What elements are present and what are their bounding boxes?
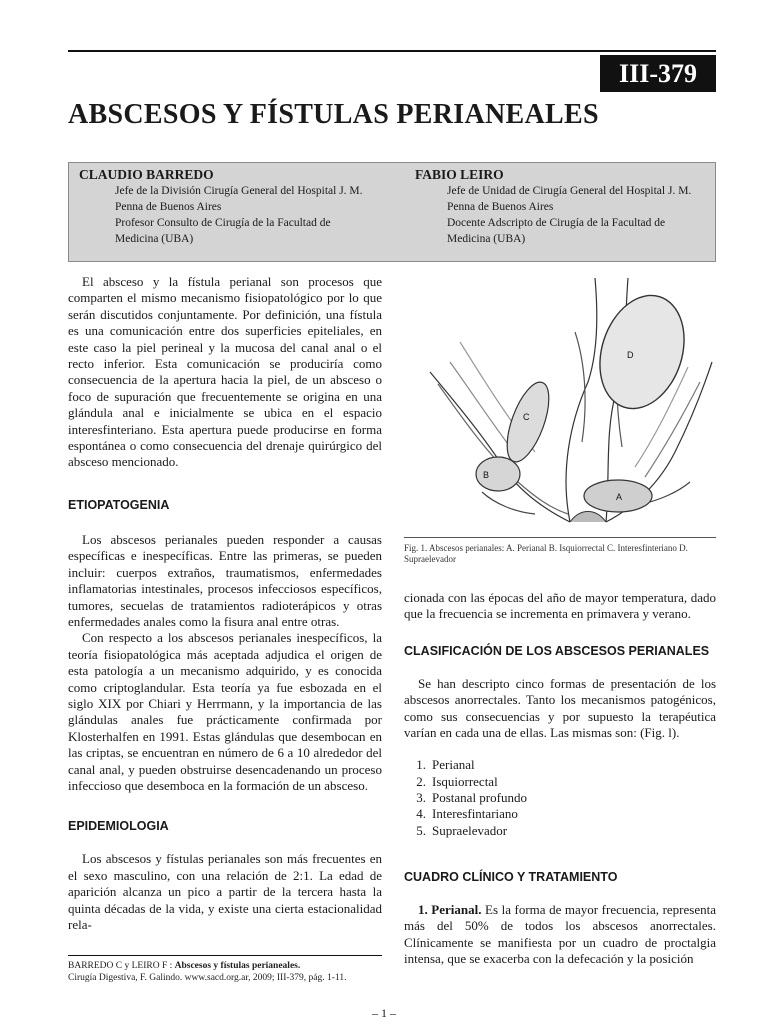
- citation-title: Abscesos y fístulas perianeales.: [174, 961, 301, 971]
- footnote-rule: [68, 955, 382, 956]
- list-item: [404, 757, 716, 773]
- list-number: 5.: [416, 822, 426, 838]
- author-affiliation: Penna de Buenos Aires: [115, 201, 222, 213]
- section-heading-epidemiologia: EPIDEMIOLOGIA: [68, 819, 169, 834]
- authors-box: [68, 162, 716, 262]
- section-heading-cuadro: CUADRO CLÍNICO Y TRATAMIENTO: [404, 869, 618, 884]
- chapter-code: III-379: [600, 55, 716, 92]
- citation-authors: BARREDO C y LEIRO F :: [68, 961, 175, 971]
- figure-label-b: B: [483, 470, 490, 480]
- author-block: [415, 166, 715, 247]
- section-heading-etiopatogenia: ETIOPATOGENIA: [68, 497, 170, 512]
- citation-source: Cirugía Digestiva, F. Galindo. www.sacd.org.ar, 2009; III-379, pág. 1-11.: [68, 973, 347, 983]
- intro-paragraph: El absceso y la fístula perianal son procesos que comparten el mismo mecanismo fisiopatológico por lo que serán discutidos conjuntamente. Por definición, una fístula es una comunicación entre dos superficies epiteliales, en este caso la piel perineal y la mucosa del canal anal o el recto inferior. Esta comunicación se produciría como consecuencia de la apertura hacia la piel, de un absceso o foco de supuración que frecuentemente se origina en una glándula anal e inicialmente se ubica en el espacio interesfinteriano. Esta apertura puede producirse en forma espontánea o como consecuencia del drenaje quirúrgico del absceso mencionado.: [68, 274, 382, 470]
- list-item: [404, 823, 716, 839]
- list-label: Interesfintariano: [432, 806, 518, 822]
- body-paragraph: cionada con las épocas del año de mayor temperatura, dado que la frecuencia se incrementa en primavera y verano.: [404, 590, 716, 622]
- author-affiliation: Jefe de la División Cirugía General del Hospital J. M.: [115, 185, 363, 197]
- subsection-lead: 1. Perianal.: [418, 901, 482, 917]
- figure-caption: Fig. 1. Abscesos perianales: A. Perianal B. Isquiorrectal C. Interesfinteriano D. Supraelevador: [404, 543, 688, 564]
- right-column: [404, 590, 716, 968]
- figure-label-d: D: [627, 350, 634, 360]
- body-paragraph: Se han descripto cinco formas de presentación de los abscesos anorrectales. Tanto los mecanismos patogénicos, como sus consecuencias y por supuesto la terapéutica varían en cada una de ellas. Las mismas son: (Fig. l).: [404, 675, 716, 741]
- list-number: 4.: [416, 806, 426, 822]
- body-text: Es la forma de mayor frecuencia, representa más del 50% de todos los abscesos anorrectales. Clínicamente se manifiesta por un cuadro de proctalgia intensa, que se exacerba con la defecación y la posición: [404, 901, 716, 967]
- body-paragraph: Con respecto a los abscesos perianales inespecíficos, la teoría fisiopatológica más aceptada adjudica el origen de esta patología a un mecanismo adquirido, y es conocida como criptoglandular. Esta teoría ya fue esbozada en el siglo XIX por Chiari y Herrmann, y la importancia de las glándulas anales fue prácticamente confirmada por Klosterhalfen en 1991. Estas glándulas que desembocan en las criptas, se encuentran en número de 6 a 10 alrededor del canal anal, y pueden obstruirse desencadenando un proceso infeccioso que desemboca en la formación de un absceso.: [68, 630, 382, 793]
- author-affiliation: Jefe de Unidad de Cirugía General del Hospital J. M.: [447, 185, 692, 197]
- author-name: CLAUDIO BARREDO: [79, 167, 214, 182]
- list-item: [404, 806, 716, 822]
- list-label: Supraelevador: [432, 822, 508, 838]
- author-name: FABIO LEIRO: [415, 167, 504, 182]
- body-paragraph: [404, 902, 716, 968]
- author-affiliation: Penna de Buenos Aires: [447, 201, 554, 213]
- list-number: 2.: [416, 773, 426, 789]
- author-affiliation: Docente Adscripto de Cirugía de la Facultad de: [447, 217, 666, 229]
- citation-footnote: [68, 960, 398, 984]
- list-number: 3.: [416, 790, 426, 806]
- author-affiliation: Profesor Consulto de Cirugía de la Facultad de: [115, 217, 331, 229]
- author-affiliation: Medicina (UBA): [447, 233, 526, 245]
- page-title: ABSCESOS Y FÍSTULAS PERIANEALES: [68, 99, 599, 130]
- list-number: 1.: [416, 757, 426, 773]
- list-item: [404, 790, 716, 806]
- figure-label-a: A: [616, 492, 623, 502]
- list-label: Perianal: [432, 757, 475, 773]
- list-item: [404, 774, 716, 790]
- author-block: [79, 166, 395, 247]
- body-paragraph: Los abscesos perianales pueden responder a causas específicas e inespecíficas. Entre las primeras, se pueden incluir: cuerpos extraños, traumatismos, enfermedades inflamatorias intestinales, procesos infecciosos específicos, tumores, secuelas de tratamientos radioterápicos y otras enfermedades anales como la fisura anal entre otras.: [68, 531, 382, 629]
- anatomy-figure: [420, 272, 716, 534]
- page-number: – 1 –: [372, 1006, 396, 1020]
- classification-list: [404, 757, 716, 838]
- figure-rule: [404, 537, 716, 538]
- list-label: Postanal profundo: [432, 790, 527, 806]
- section-heading-clasificacion: CLASIFICACIÓN DE LOS ABSCESOS PERIANALES: [404, 643, 710, 658]
- author-affiliation: Medicina (UBA): [115, 233, 194, 245]
- figure-label-c: C: [523, 412, 530, 422]
- left-column: [68, 274, 382, 933]
- header-rule: [68, 50, 716, 52]
- body-paragraph: Los abscesos y fístulas perianales son más frecuentes en el sexo masculino, con una relación de 2:1. La edad de aparición alcanza un pico a partir de la tercera hasta la quinta décadas de la vida, y existe una cierta estacionalidad rela-: [68, 851, 382, 932]
- list-label: Isquiorrectal: [432, 773, 498, 789]
